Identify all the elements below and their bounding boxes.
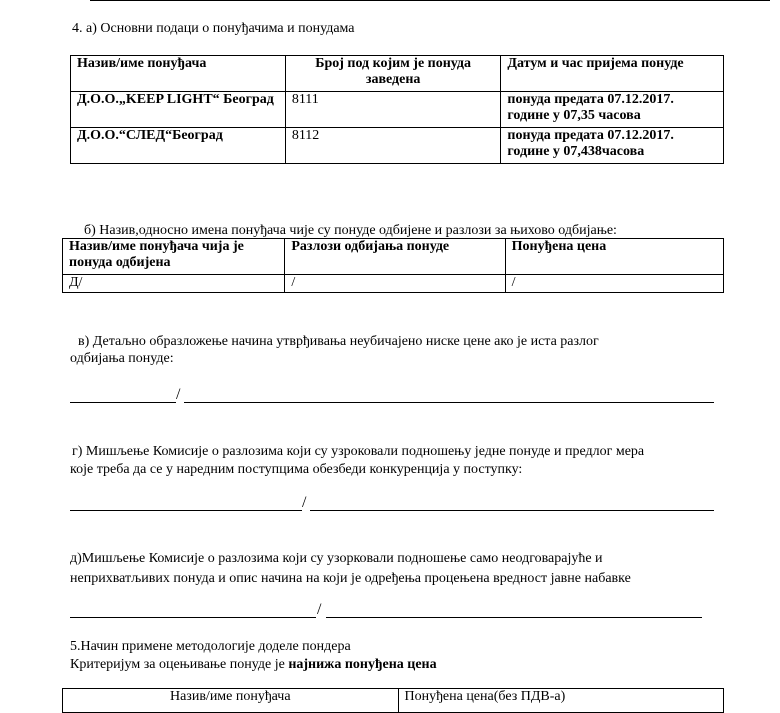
offers-header-date: Датум и час пријема понуде: [501, 56, 724, 92]
table-row: [71, 128, 724, 164]
ponder-header-name: Назив/име понуђача: [63, 689, 399, 713]
section-v-line2: одбијања понуде:: [70, 351, 174, 366]
rejected-header-name: Назив/име понуђача чија је понуда одбијена: [63, 239, 285, 275]
blank-line: [310, 510, 714, 511]
rejected-header-price: Понуђена цена: [505, 239, 723, 275]
section-d-line1: д)Мишљење Комисије о разлозима који су узорковали подношење само неодговарајуће и: [70, 551, 603, 566]
blank-line: [326, 617, 702, 618]
rejected-reason: /: [285, 275, 505, 293]
blank-slash: /: [176, 386, 181, 403]
offer-name: Д.О.О.„KEEP LIGHT“ Београд: [71, 92, 286, 128]
offer-number: 8112: [285, 128, 501, 164]
offer-number: 8111: [285, 92, 501, 128]
offer-name: Д.О.О.“СЛЕД“Београд: [71, 128, 286, 164]
table-row: [71, 92, 724, 128]
offers-header-name: Назив/име понуђача: [71, 56, 286, 92]
offer-date: понуда предата 07.12.2017. године у 07,35 часова: [501, 92, 724, 128]
section-g-line2: које треба да се у наредним поступцима обезбеди конкуренција у поступку:: [70, 462, 523, 477]
section-5-line1: 5.Начин примене методологије доделе пондера: [70, 639, 351, 654]
rejected-price: /: [505, 275, 723, 293]
ponder-header-price: Понуђена цена(без ПДВ-а): [398, 689, 723, 713]
section-5-line2: [70, 656, 437, 674]
blank-line: [70, 617, 316, 618]
criterion-label: Критеријум за оцењивање понуде је: [70, 657, 289, 672]
blank-line: [184, 402, 714, 403]
rejected-name: Д/: [63, 275, 285, 293]
rejected-header-reason: Разлози одбијања понуде: [285, 239, 505, 275]
blank-line: [70, 402, 176, 403]
section-4a-heading: 4. а) Основни подаци о понуђачима и понудама: [72, 21, 355, 36]
section-v-line1: в) Детаљно образложење начина утврђивања неубичајено ниске цене ако је иста разлог: [78, 334, 599, 349]
blank-slash: /: [302, 494, 307, 511]
section-g-line1: г) Мишљење Комисије о разлозима који су узроковали подношењу једне понуде и предлог мера: [72, 444, 645, 459]
section-d-line2: неприхватљивих понуда и опис начина на који је одређења процењена вредност јавне набавке: [70, 571, 631, 586]
rejected-table: [62, 238, 724, 293]
table-row: [63, 275, 724, 293]
ponder-table: [62, 688, 724, 713]
offers-header-number: Број под којим је понуда заведена: [285, 56, 501, 92]
criterion-value: најнижа понуђена цена: [288, 657, 437, 672]
top-rule: [90, 0, 770, 1]
blank-line: [70, 510, 302, 511]
offers-table: [70, 55, 724, 164]
blank-slash: /: [317, 601, 322, 618]
offer-date: понуда предата 07.12.2017. године у 07,438часова: [501, 128, 724, 164]
section-b-heading: б) Назив,односно имена понуђача чије су понуде одбијене и разлози за њихово одбијање:: [84, 223, 617, 238]
